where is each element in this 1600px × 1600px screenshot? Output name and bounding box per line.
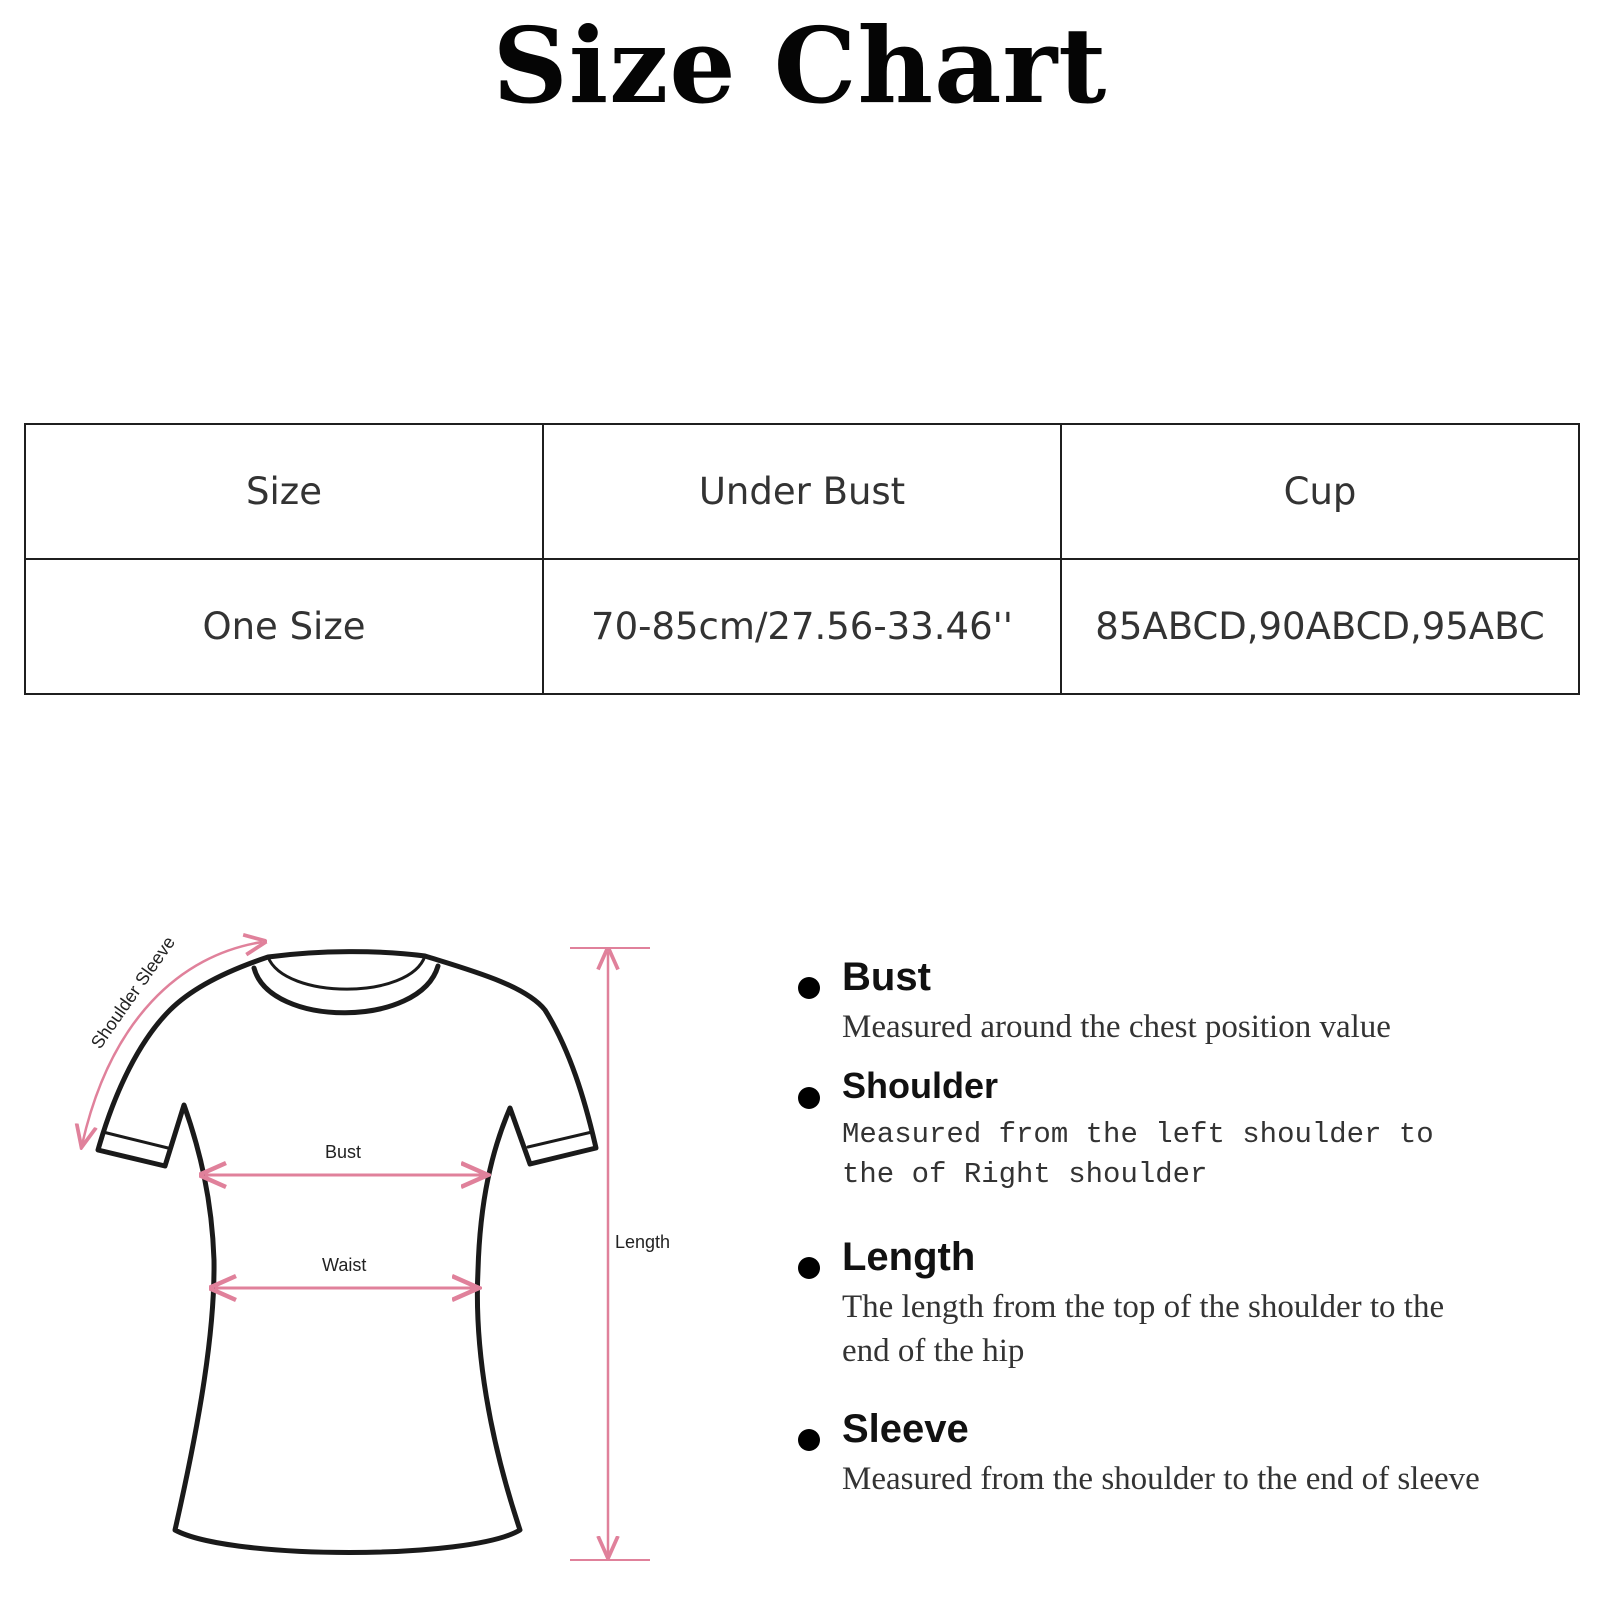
legend-desc: Measured from the left shoulder to the of Right shoulder <box>842 1118 1434 1191</box>
bullet-icon <box>798 1257 820 1279</box>
legend-heading: Length <box>842 1235 976 1279</box>
label-length: Length <box>615 1232 671 1252</box>
cell-under-bust: 70-85cm/27.56-33.46'' <box>543 559 1061 694</box>
legend-desc: Measured around the chest position value <box>842 1009 1391 1045</box>
header-size: Size <box>25 424 543 559</box>
label-waist: Waist <box>322 1255 367 1275</box>
bullet-icon <box>798 1087 820 1109</box>
table-header-row <box>25 424 1579 559</box>
cell-size: One Size <box>25 559 543 694</box>
legend-heading: Shoulder <box>842 1065 999 1106</box>
cell-cup: 85ABCD,90ABCD,95ABC <box>1061 559 1579 694</box>
tshirt-outline <box>98 952 596 1553</box>
legend-heading: Sleeve <box>842 1407 969 1451</box>
legend-desc: The length from the top of the shoulder to the end of the hip <box>842 1289 1445 1369</box>
size-table <box>24 423 1580 695</box>
label-bust: Bust <box>325 1142 362 1162</box>
bullet-icon <box>798 1429 820 1451</box>
bullet-icon <box>798 977 820 999</box>
page-title: Size Chart <box>492 4 1108 127</box>
legend-heading: Bust <box>842 955 931 999</box>
header-under-bust: Under Bust <box>543 424 1061 559</box>
tshirt-measurement-diagram <box>0 900 760 1600</box>
legend-desc: Measured from the shoulder to the end of sleeve <box>842 1461 1480 1497</box>
label-shoulder-sleeve: Shoulder Sleeve <box>86 932 180 1053</box>
header-cup: Cup <box>1061 424 1579 559</box>
table-row <box>25 559 1579 694</box>
